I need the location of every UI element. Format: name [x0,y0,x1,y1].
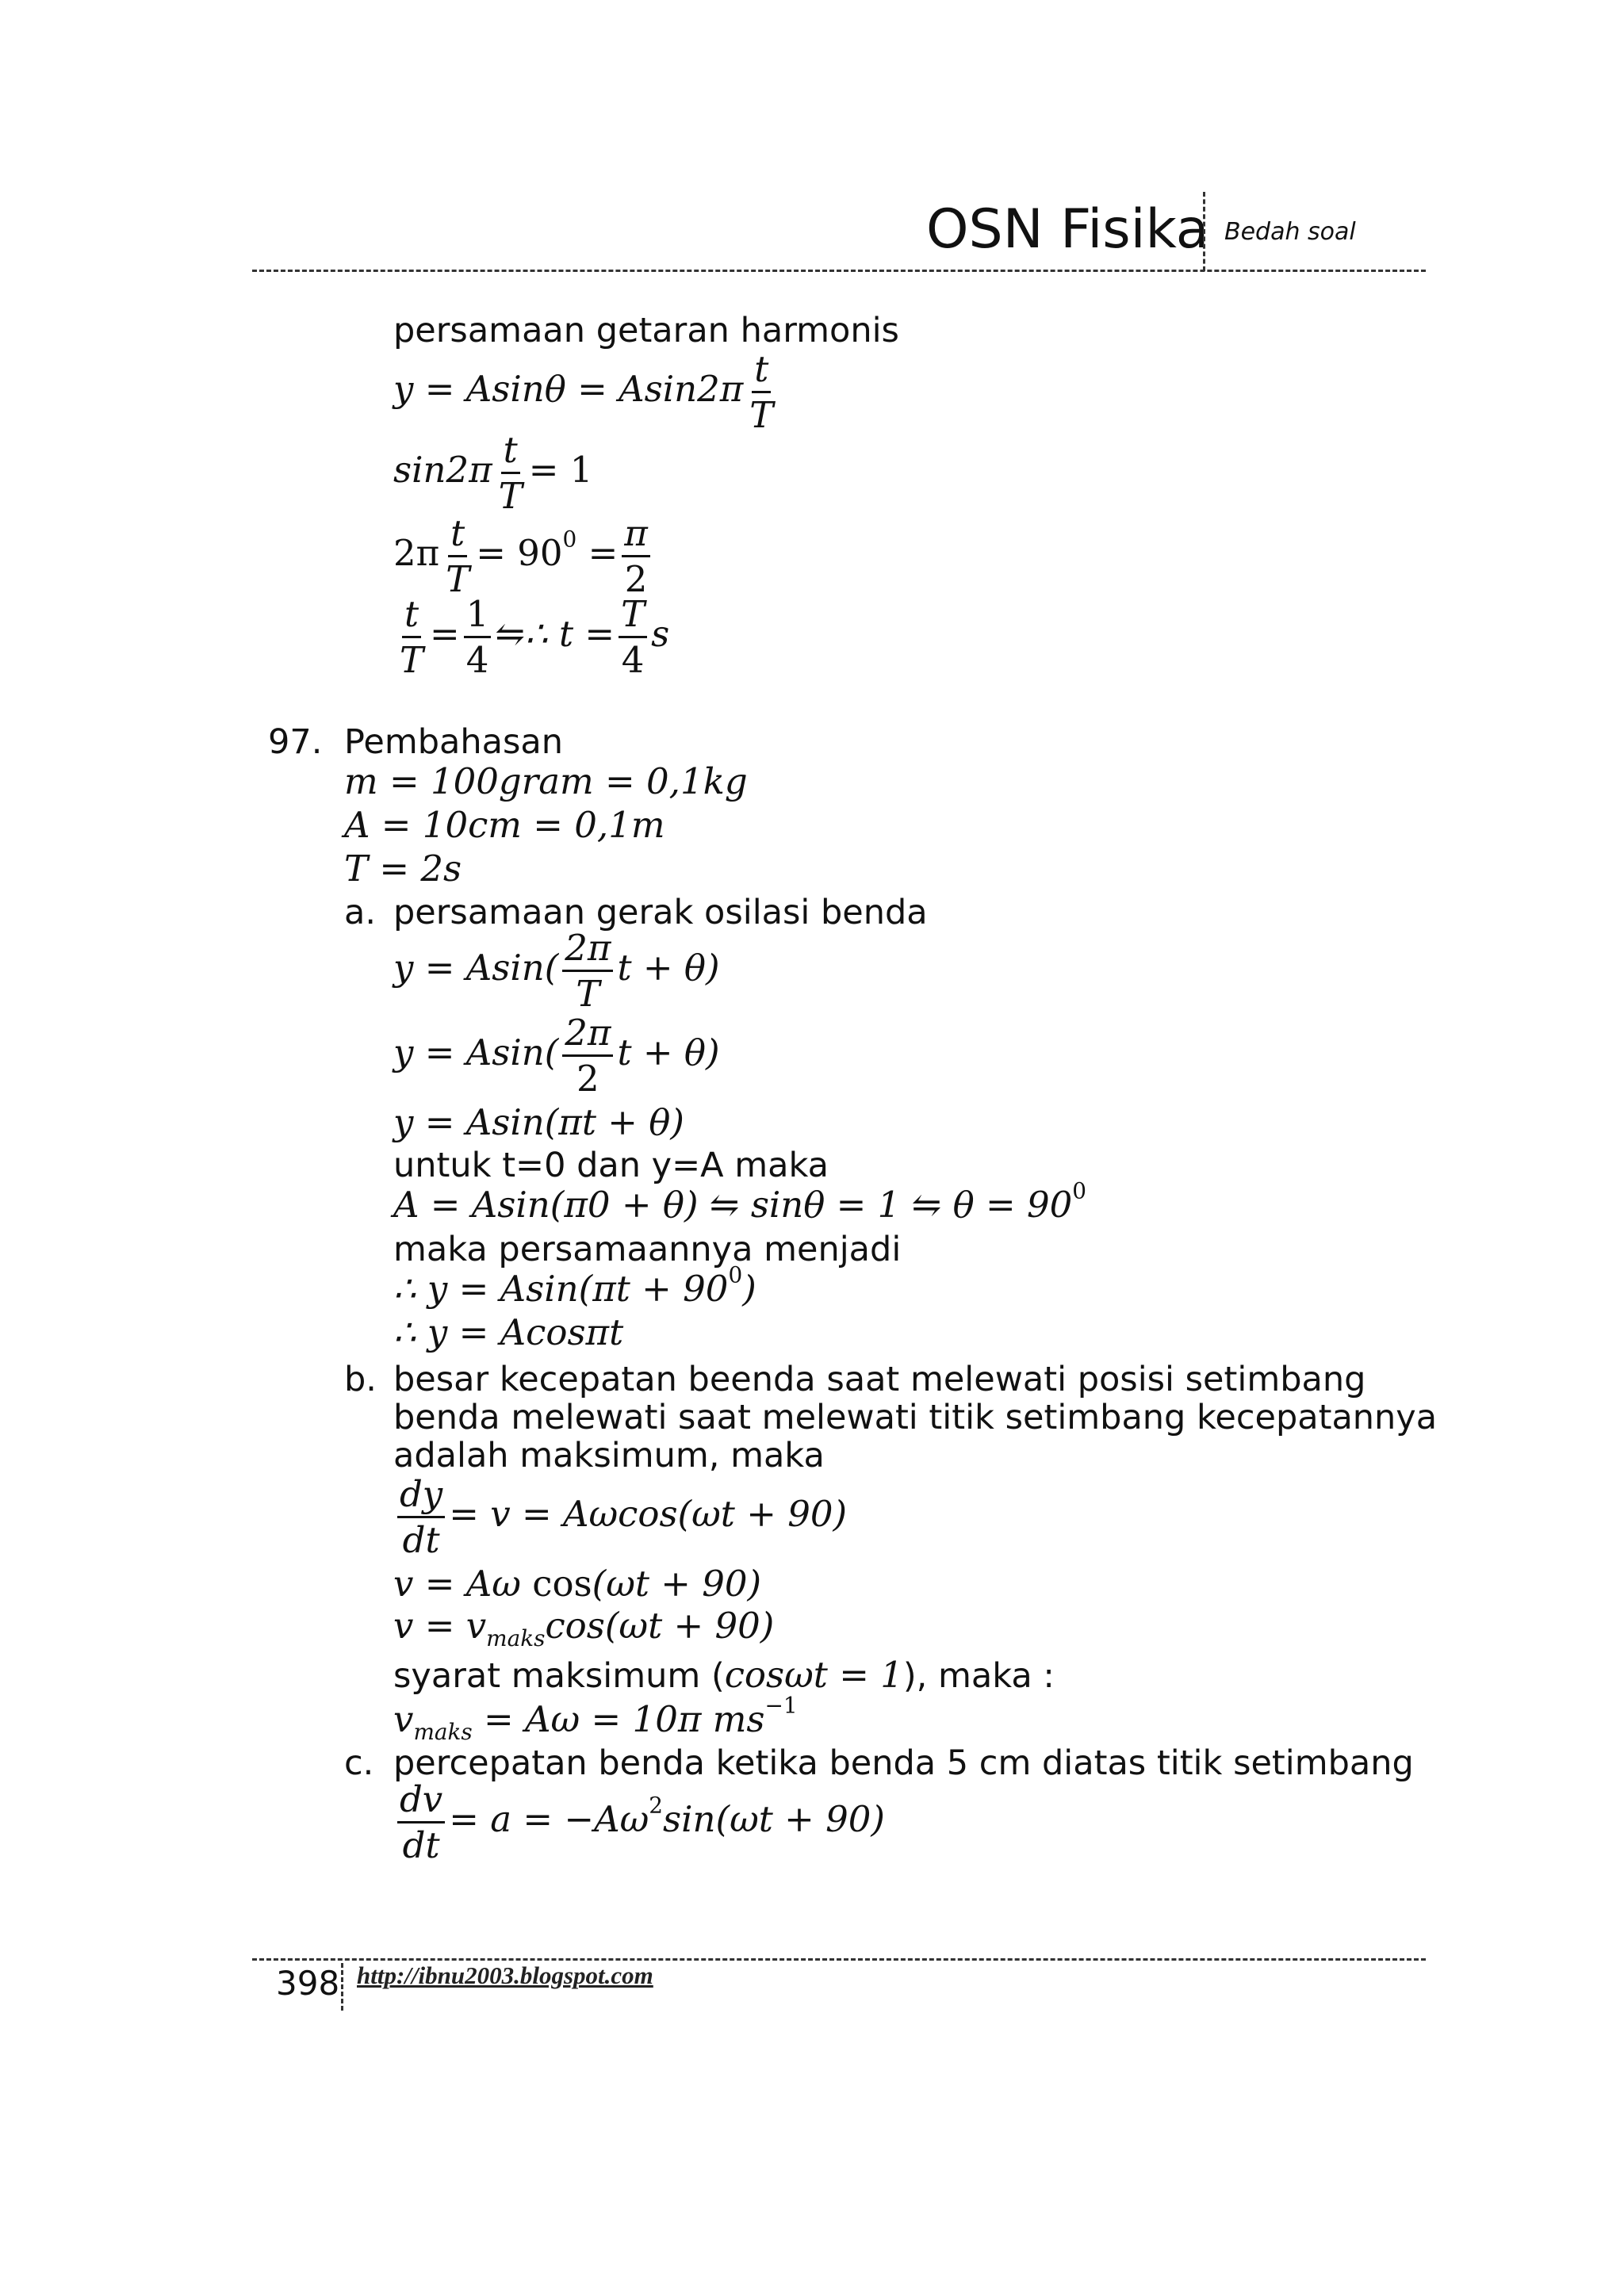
part-a-equation-6: ∴ y = Acosπt [393,1311,624,1353]
footer-rule [252,1958,1426,1961]
intro-equation-3: 2π $\frac{t}{T}$ = $90^0$ = $\frac{\pi}{2}$ [393,515,654,597]
fraction: $\frac{t}{T}$ [749,348,774,436]
fraction: $\frac{t}{T}$ [400,593,424,681]
fraction: $\frac{dy}{dt}$ [397,1476,445,1558]
part-a-note: maka persamaannya menjadi [393,1230,902,1269]
part-b-line-3: adalah maksimum, maka [393,1436,825,1475]
given-amplitude: A = 10cm = 0,1m [344,804,665,846]
part-a-condition: untuk t=0 dan y=A maka [393,1146,829,1185]
part-a-title: persamaan gerak osilasi benda [393,893,928,932]
header-subtitle: Bedah soal [1224,218,1356,246]
part-c-label: c. [344,1743,374,1783]
problem-heading: Pembahasan [344,722,563,762]
header-title: OSN Fisika [926,198,1209,261]
part-b-label: b. [344,1360,377,1399]
fraction: $\frac{dv}{dt}$ [397,1781,445,1863]
given-period: T = 2s [344,848,462,890]
fraction: $\frac{t}{T}$ [446,512,470,600]
part-b-condition: syarat maksimum (cosωt = 1), maka : [393,1654,1055,1696]
part-b-line-2: benda melewati saat melewati titik setimbang kecepatannya [393,1398,1438,1437]
intro-equation-4: $\frac{t}{T}$ = $\frac{1}{4}$ ⇋∴ t = $\frac{T}{4}$ s [393,596,669,678]
part-a-equation-1: y = Asin( $\frac{2\pi}{T}$ t + θ) [393,927,720,1015]
fraction: $\frac{2\pi}{2}$ [562,1015,613,1096]
fraction: $\frac{1}{4}$ [464,596,492,678]
part-a-label: a. [344,893,377,932]
part-a-equation-5: ∴ $y = Asin(\pi t + 90^0)$ [393,1261,756,1310]
intro-text: persamaan getaran harmonis [393,311,899,350]
header-divider [1203,192,1205,271]
fraction: $\frac{T}{4}$ [619,596,647,678]
footer-divider [341,1963,343,2011]
header-rule [252,270,1426,272]
given-mass: m = 100gram = 0,1kg [344,760,748,802]
fraction: $\frac{2\pi}{T}$ [562,930,613,1012]
part-a-equation-4: A = Asin(π0 + θ) ⇋ sinθ = 1 ⇋ $\theta = 90^0$ [393,1177,1087,1226]
page-number: 398 [276,1964,340,2003]
part-b-equation-2: v = Aω cos(ωt + 90) [393,1563,762,1605]
part-c-equation-1: $\frac{dv}{dt}$ = $a = -A\omega^2\sin(\omega t + 90)$ [393,1781,885,1863]
part-b-equation-3: $v = v_{maks}\cos(\omega t + 90)$ [393,1605,775,1651]
part-b-equation-4: $v_{maks} = A\omega = 10\pi$ $ms^{-1}$ [393,1692,798,1745]
footer-url-link[interactable]: http://ibnu2003.blogspot.com [357,1961,653,1989]
part-b-title: besar kecepatan beenda saat melewati posisi setimbang [393,1360,1366,1399]
part-c-title: percepatan benda ketika benda 5 cm diatas titik setimbang [393,1743,1414,1783]
part-a-equation-2: y = Asin( $\frac{2\pi}{2}$ t + θ) [393,1012,720,1100]
fraction: $\frac{t}{T}$ [498,429,523,517]
part-b-equation-1: $\frac{dy}{dt}$ = v = Aωcos(ωt + 90) [393,1476,847,1558]
intro-equation-1: y = Asinθ = Asin2π $\frac{t}{T}$ [393,351,779,433]
intro-equation-2: sin2π $\frac{t}{T}$ = 1 [393,429,593,517]
part-a-equation-3: y = Asin(πt + θ) [393,1101,684,1143]
fraction: $\frac{\pi}{2}$ [622,515,650,597]
problem-number: 97. [268,722,323,762]
